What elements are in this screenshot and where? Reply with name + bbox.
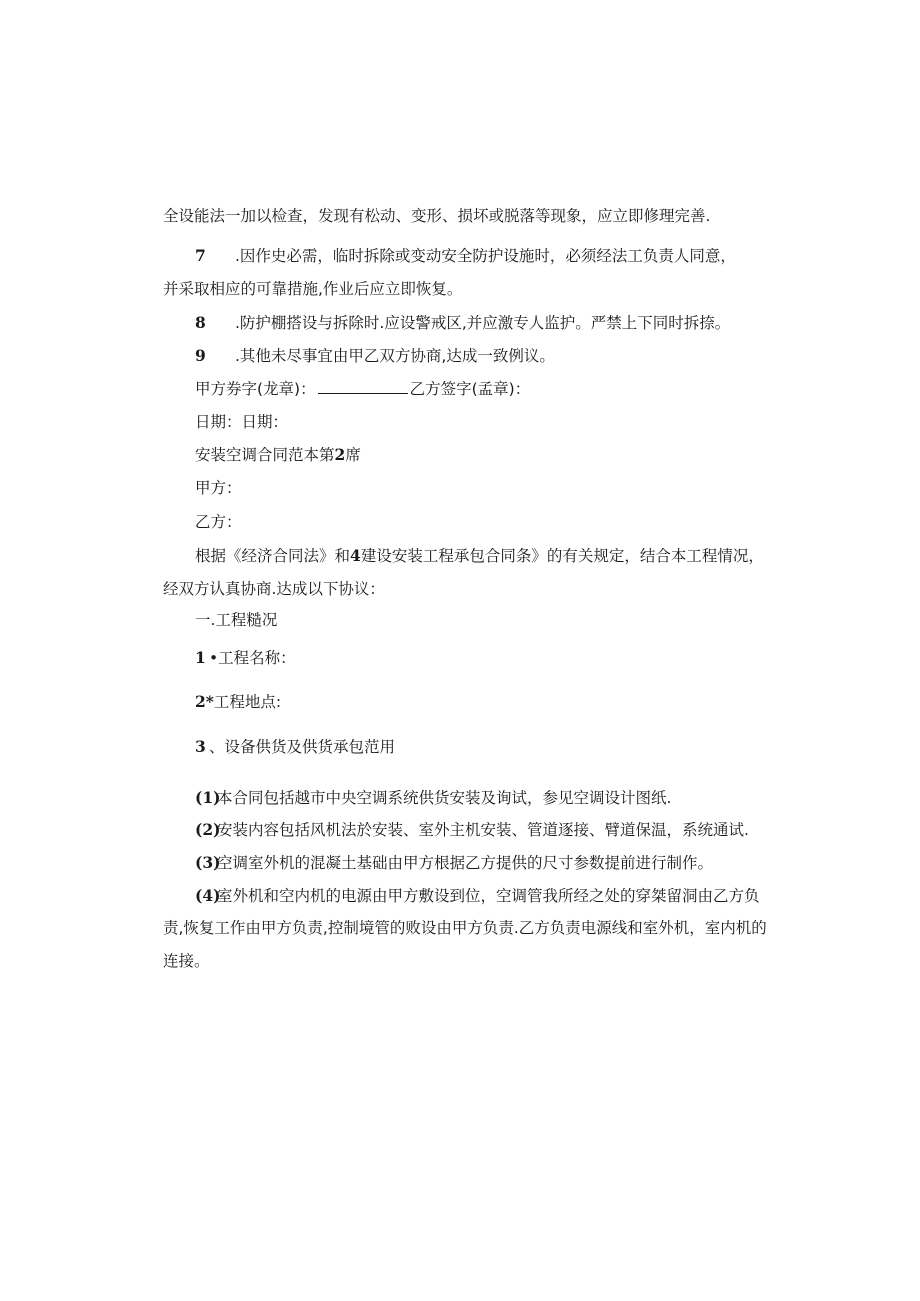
party-b-signature-label: 乙方签字(孟章)： — [409, 380, 531, 398]
project-name-label: •工程名称： — [209, 649, 296, 667]
clause-7-line-2: 并采取相应的可靠措施,作业后应立即恢复。 — [163, 280, 463, 298]
item-number: 2* — [195, 692, 214, 711]
title-text: 安装空调合同范本第 — [195, 446, 335, 464]
sub-item-text: 安装内容包括风机法於安装、室外主机安装、管道逐接、臂道保温，系统通试. — [217, 821, 749, 839]
project-location-label: 工程地点: — [213, 693, 282, 711]
sub-item-4-line-3: 连接。 — [163, 952, 210, 970]
clause-9 — [195, 346, 555, 366]
clause-8 — [195, 313, 730, 333]
basis-text: 根据《经济合同法》和 — [195, 547, 351, 565]
party-b-label: 乙方： — [195, 513, 242, 531]
basis-line-1 — [195, 546, 764, 566]
basis-line-2: 经双方认真协商.达成以下协议： — [163, 580, 385, 598]
sub-item-number: (1) — [195, 788, 221, 807]
sub-item-number: (4) — [195, 886, 221, 905]
sub-item-3 — [195, 853, 713, 873]
sub-item-number: (2) — [195, 820, 221, 839]
clause-text: .其他未尽事宜由甲乙双方协商,达成一致例议。 — [235, 347, 555, 365]
sub-item-4-line-2: 责,恢复工作由甲方负责,控制境管的败设由甲方负责.乙方负责电源线和室外机，室内机的 — [163, 919, 767, 937]
clause-number: 7 — [195, 246, 206, 265]
supply-scope-label: 、设备供货及供货承包范用 — [209, 738, 396, 756]
party-a-label: 甲方： — [195, 479, 242, 497]
clause-text: .防护棚搭设与拆除时.应设警戒区,并应激专人监护。严禁上下同时拆捺。 — [235, 314, 731, 332]
supply-scope-line — [195, 737, 395, 757]
project-name-line — [195, 648, 296, 668]
title-number: 2 — [334, 445, 346, 464]
signature-line — [195, 379, 530, 399]
basis-number: 4 — [350, 546, 361, 565]
date-line: 日期：日期： — [195, 413, 289, 431]
section-1-heading: 一.工程糙况 — [195, 611, 278, 629]
sub-item-text: 室外机和空内机的电源由甲方敷设到位，空调管我所经之处的穿桀留洞由乙方负 — [217, 887, 760, 905]
contract-title — [195, 445, 361, 465]
sub-item-text: 空调室外机的混凝土基础由甲方根据乙方提供的尺寸参数提前进行制作。 — [217, 854, 714, 872]
sub-item-number: (3) — [195, 853, 221, 872]
sub-item-text: 本合同包括越市中央空调系统供货安装及询试，参见空调设计图纸. — [217, 789, 672, 807]
item-number: 1 — [195, 648, 206, 667]
party-a-signature-label: 甲方券字(龙章)： — [195, 380, 316, 398]
title-suffix: 席 — [345, 446, 361, 464]
sub-item-1 — [195, 788, 671, 808]
clause-text: .因作史必需，临时拆除或变动安全防护设施时，必须经法工负责人同意， — [235, 247, 736, 265]
project-location-line — [195, 692, 281, 712]
clause-number: 9 — [195, 346, 206, 365]
sub-item-4-line-1 — [195, 886, 760, 906]
sub-item-2 — [195, 820, 749, 840]
basis-text-cont: 建设安装工程承包合同条》的有关规定，结合本工程情况， — [360, 547, 764, 565]
clause-7-line-1 — [195, 246, 736, 266]
clause-number: 8 — [195, 313, 206, 332]
paragraph-safety-check: 全设能法一加以检查，发现有松动、变形、损坏或脱落等现象，应立即修理完善. — [163, 207, 711, 225]
signature-blank — [318, 379, 408, 394]
item-number: 3 — [195, 737, 206, 756]
